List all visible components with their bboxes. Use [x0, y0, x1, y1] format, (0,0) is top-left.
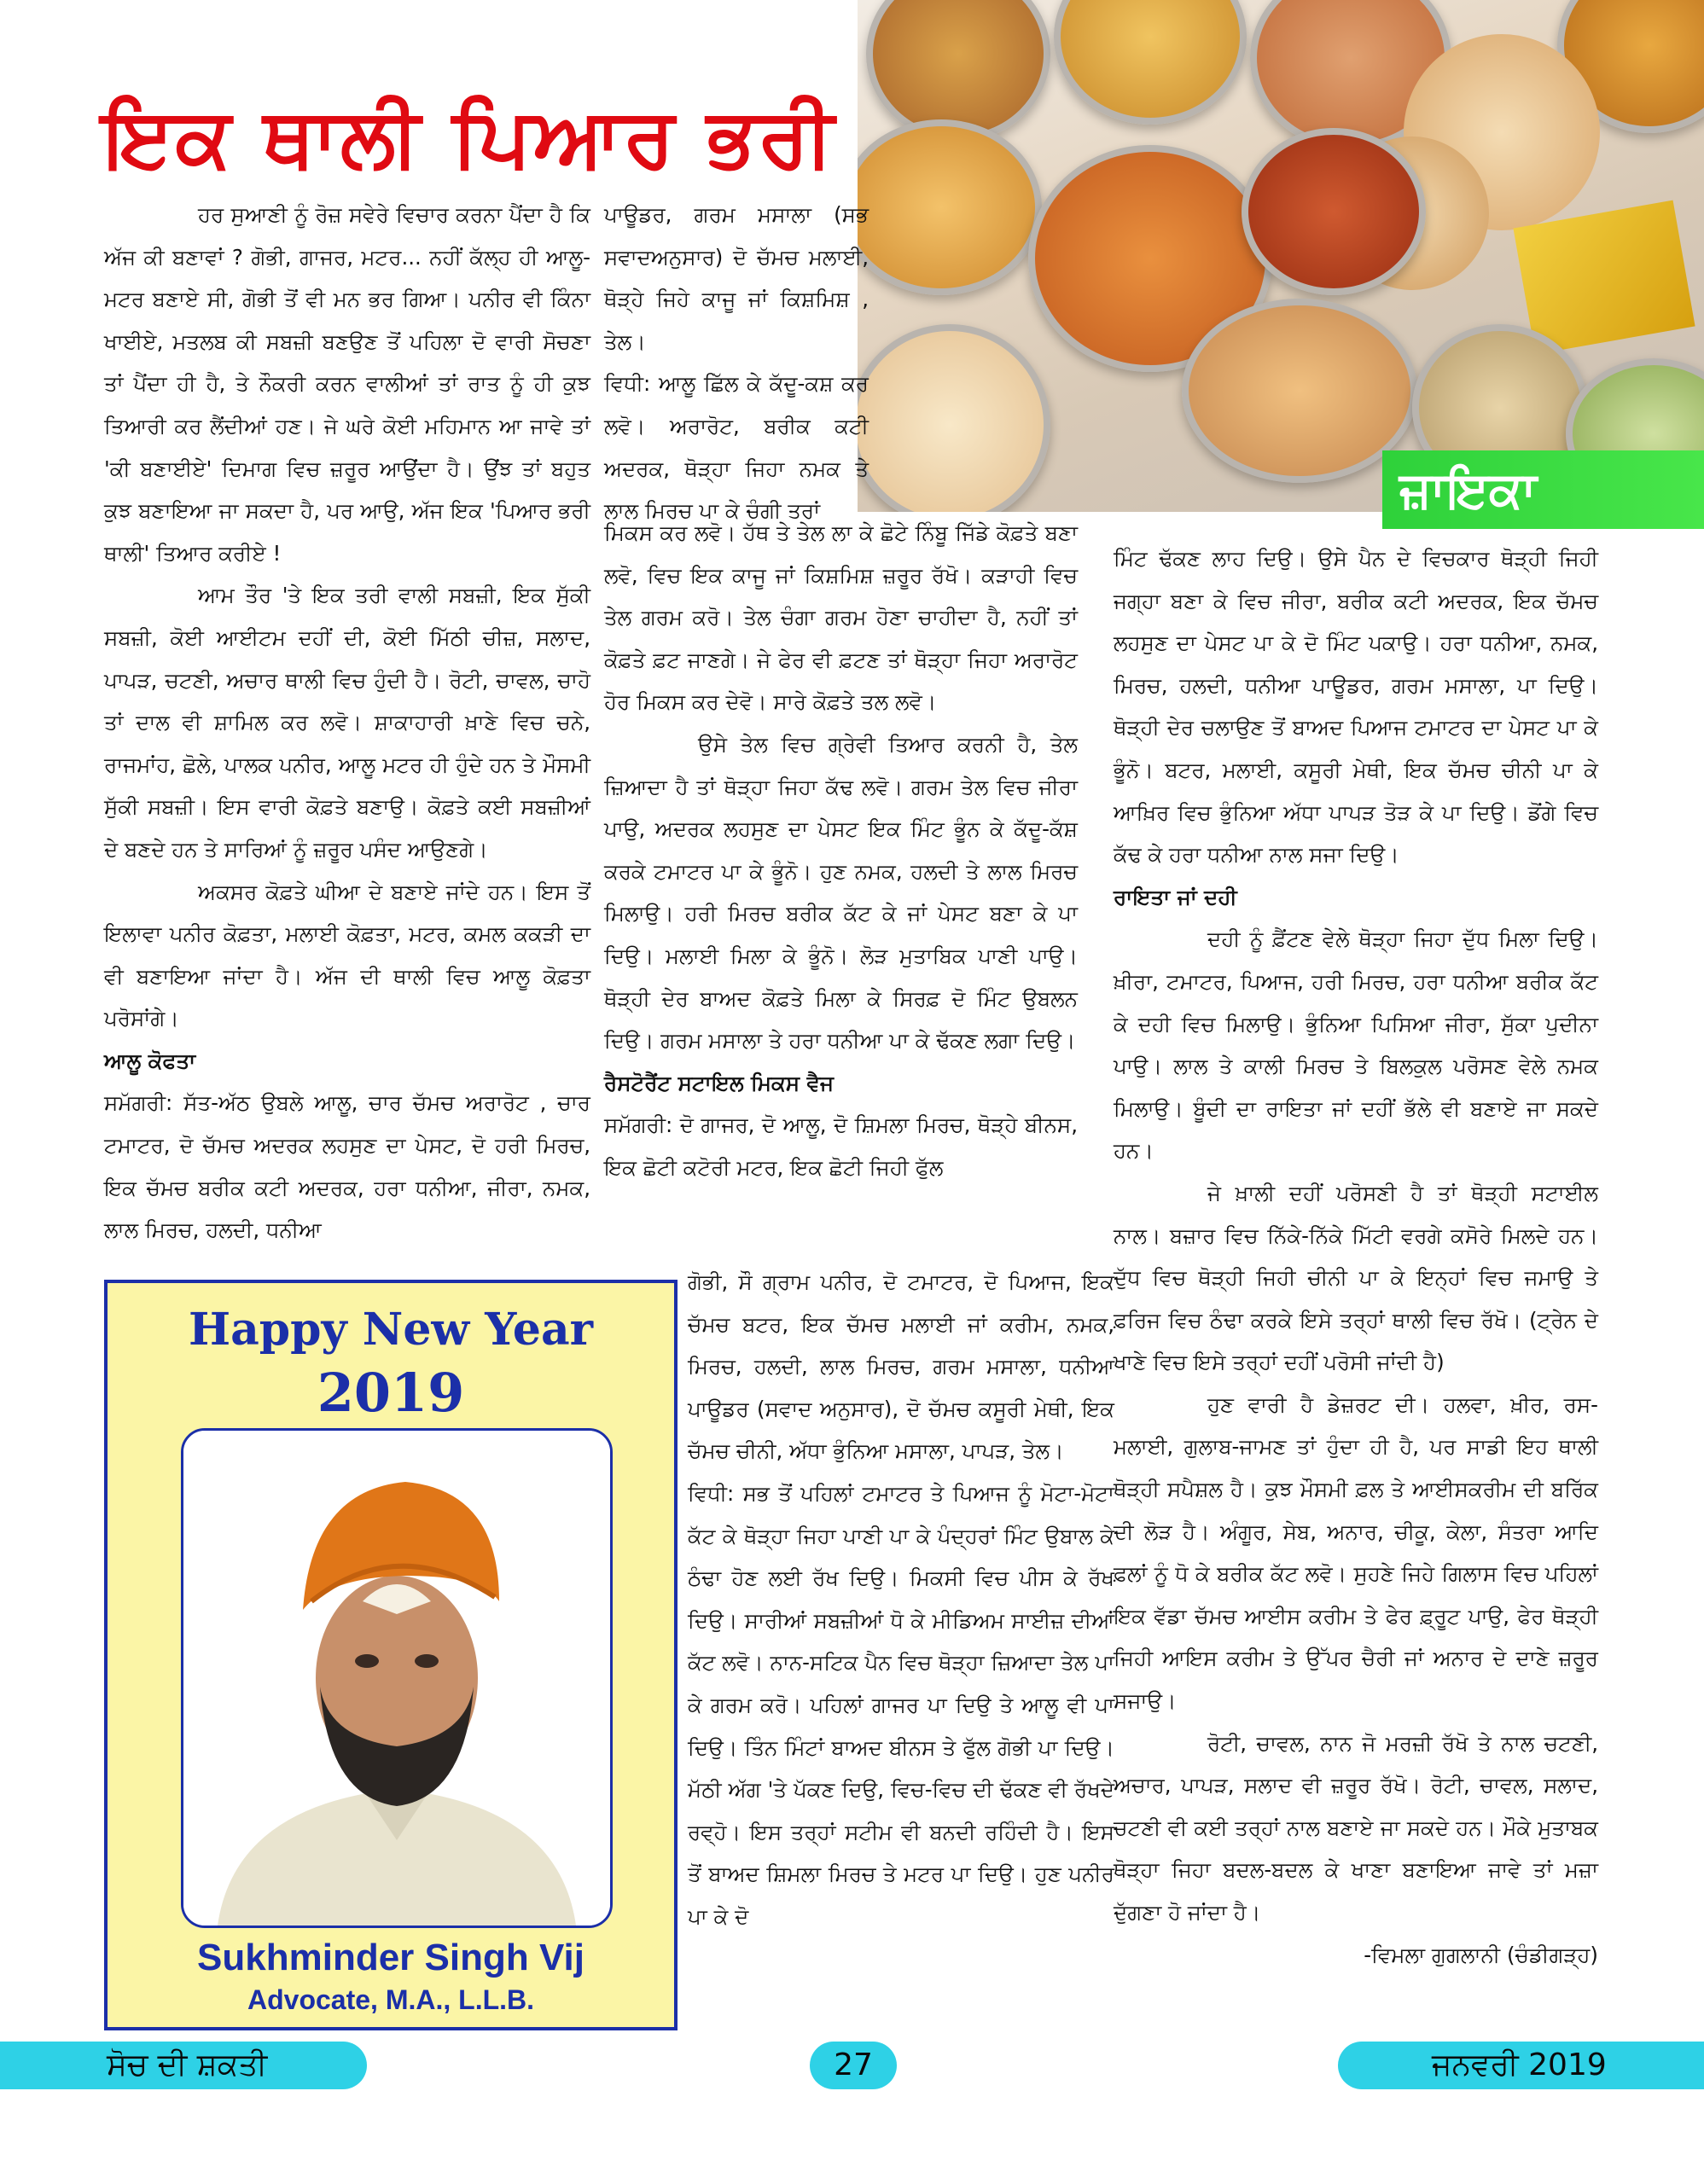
footer-page-number: 27 — [810, 2042, 897, 2089]
footer-issue-date: ਜਨਵਰੀ 2019 — [1338, 2042, 1704, 2089]
paragraph: ਜੇ ਖ਼ਾਲੀ ਦਹੀਂ ਪਰੋਸਣੀ ਹੈ ਤਾਂ ਥੋੜ੍ਹੀ ਸਟਾਈਲ ਨਾਲ। ਬਜ਼ਾਰ ਵਿਚ ਨਿੱਕੇ-ਨਿੱਕੇ ਮਿੱਟੀ ਵਰਗੇ ਕਸੋਰੇ ਮਿਲਦੇ ਹਨ। ਦੁੱਧ ਵਿਚ ਥੋੜ੍ਹੀ ਜਿਹੀ ਚੀਨੀ ਪਾ ਕੇ ਇਨ੍ਹਾਂ ਵਿਚ ਜਮਾਉ ਤੇ ਫ਼ਰਿਜ ਵਿਚ ਠੰਢਾ ਕਰਕੇ ਇਸੇ ਤਰ੍ਹਾਂ ਥਾਲੀ ਵਿਚ ਰੱਖੋ। (ਟ੍ਰੇਨ ਦੇ ਖਾਣੇ ਵਿਚ ਇਸੇ ਤਰ੍ਹਾਂ ਦਹੀਂ ਪਰੋਸੀ ਜਾਂਦੀ ਹੈ) — [1114, 1180, 1598, 1375]
advert-greeting: Happy New Year — [188, 1304, 594, 1356]
paragraph: ਉਸੇ ਤੇਲ ਵਿਚ ਗ੍ਰੇਵੀ ਤਿਆਰ ਕਰਨੀ ਹੈ, ਤੇਲ ਜ਼ਿਆਦਾ ਹੈ ਤਾਂ ਥੋੜ੍ਹਾ ਜਿਹਾ ਕੱਢ ਲਵੋ। ਗਰਮ ਤੇਲ ਵਿਚ ਜੀਰਾ ਪਾਉ, ਅਦਰਕ ਲਹਸੁਣ ਦਾ ਪੇਸਟ ਇਕ ਮਿੰਟ ਭੂੰਨ ਕੇ ਕੱਦੂ-ਕੱਸ਼ ਕਰਕੇ ਟਮਾਟਰ ਪਾ ਕੇ ਭੂੰਨੋ। ਹੁਣ ਨਮਕ, ਹਲਦੀ ਤੇ ਲਾਲ ਮਿਰਚ ਮਿਲਾਉ। ਹਰੀ ਮਿਰਚ ਬਰੀਕ ਕੱਟ ਕੇ ਜਾਂ ਪੇਸਟ ਬਣਾ ਕੇ ਪਾ ਦਿਉ। ਮਲਾਈ ਮਿਲਾ ਕੇ ਭੂੰਨੋ। ਲੋੜ ਮੁਤਾਬਿਕ ਪਾਣੀ ਪਾਉ। ਥੋੜ੍ਹੀ ਦੇਰ ਬਾਅਦ ਕੋਫ਼ਤੇ ਮਿਲਾ ਕੇ ਸਿਰਫ਼ ਦੋ ਮਿੰਟ ਉਬਲਨ ਦਿਉ। ਗਰਮ ਮਸਾਲਾ ਤੇ ਹਰਾ ਧਨੀਆ ਪਾ ਕੇ ਢੱਕਣ ਲਗਾ ਦਿਉ। — [604, 731, 1078, 1054]
paragraph: ਦਹੀ ਨੂੰ ਫ਼ੈਂਟਣ ਵੇਲੇ ਥੋੜ੍ਹਾ ਜਿਹਾ ਦੁੱਧ ਮਿਲਾ ਦਿਉ। ਖ਼ੀਰਾ, ਟਮਾਟਰ, ਪਿਆਜ, ਹਰੀ ਮਿਰਚ, ਹਰਾ ਧਨੀਆ ਬਰੀਕ ਕੱਟ ਕੇ ਦਹੀ ਵਿਚ ਮਿਲਾਉ। ਭੁੰਨਿਆ ਪਿਸਿਆ ਜੀਰਾ, ਸੁੱਕਾ ਪੁਦੀਨਾ ਪਾਉ। ਲਾਲ ਤੇ ਕਾਲੀ ਮਿਰਚ ਤੇ ਬਿਲਕੁਲ ਪਰੋਸਣ ਵੇਲੇ ਨਮਕ ਮਿਲਾਉ। ਬੂੰਦੀ ਦਾ ਰਾਇਤਾ ਜਾਂ ਦਹੀਂ ਭੱਲੇ ਵੀ ਬਣਾਏ ਜਾ ਸਕਦੇ ਹਨ। — [1114, 926, 1598, 1164]
article-column-2 — [604, 512, 1078, 1189]
advert-portrait-photo — [181, 1428, 613, 1928]
paragraph: ਹਰ ਸੁਆਣੀ ਨੂੰ ਰੋਜ਼ ਸਵੇਰੇ ਵਿਚਾਰ ਕਰਨਾ ਪੈਂਦਾ ਹੈ ਕਿ ਅੱਜ ਕੀ ਬਣਾਵਾਂ ? ਗੋਭੀ, ਗਾਜਰ, ਮਟਰ... ਨਹੀਂ ਕੱਲ੍ਹ ਹੀ ਆਲੂ-ਮਟਰ ਬਣਾਏ ਸੀ, ਗੋਭੀ ਤੋਂ ਵੀ ਮਨ ਭਰ ਗਿਆ। ਪਨੀਰ ਵੀ ਕਿੰਨਾ ਖਾਈਏ, ਮਤਲਬ ਕੀ ਸਬਜ਼ੀ ਬਣਉਣ ਤੋਂ ਪਹਿਲਾ ਦੋ ਵਾਰੀ ਸੋਚਣਾ ਤਾਂ ਪੈਂਦਾ ਹੀ ਹੈ, ਤੇ ਨੌਕਰੀ ਕਰਨ ਵਾਲੀਆਂ ਤਾਂ ਰਾਤ ਨੂੰ ਹੀ ਕੁਝ ਤਿਆਰੀ ਕਰ ਲੈਂਦੀਆਂ ਹਣ। ਜੇ ਘਰੇ ਕੋਈ ਮਹਿਮਾਨ ਆ ਜਾਵੇ ਤਾਂ 'ਕੀ ਬਣਾਈਏ' ਦਿਮਾਗ ਵਿਚ ਜ਼ਰੂਰ ਆਉਂਦਾ ਹੈ। ਉਂਝ ਤਾਂ ਬਹੁਤ ਕੁਝ ਬਣਾਇਆ ਜਾ ਸਕਦਾ ਹੈ, ਪਰ ਆਉ, ਅੱਜ ਇਕ 'ਪਿਆਰ ਭਰੀ ਥਾਲੀ' ਤਿਆਰ ਕਰੀਏ ! — [104, 202, 590, 566]
section-tag: ਜ਼ਾਇਕਾ — [1382, 450, 1704, 529]
footer-magazine-name: ਸੋਚ ਦੀ ਸ਼ਕਤੀ — [0, 2042, 367, 2089]
paragraph: ਰੋਟੀ, ਚਾਵਲ, ਨਾਨ ਜੋ ਮਰਜ਼ੀ ਰੱਖੋ ਤੇ ਨਾਲ ਚਟਣੀ, ਅਚਾਰ, ਪਾਪੜ, ਸਲਾਦ ਵੀ ਜ਼ਰੂਰ ਰੱਖੋ। ਰੋਟੀ, ਚਾਵਲ, ਸਲਾਦ, ਚਟਣੀ ਵੀ ਕਈ ਤਰ੍ਹਾਂ ਨਾਲ ਬਣਾਏ ਜਾ ਸਕਦੇ ਹਨ। ਮੌਕੇ ਮੁਤਾਬਕ ਥੋੜ੍ਹਾ ਜਿਹਾ ਬਦਲ-ਬਦਲ ਕੇ ਖਾਣਾ ਬਣਾਇਆ ਜਾਵੇ ਤਾਂ ਮਜ਼ਾ ਦੁੱਗਣਾ ਹੋ ਜਾਂਦਾ ਹੈ। — [1114, 1730, 1598, 1925]
paragraph: ਪਾਊਡਰ, ਗਰਮ ਮਸਾਲਾ (ਸਭ ਸਵਾਦਅਨੁਸਾਰ) ਦੋ ਚੱਮਚ ਮਲਾਈ, ਥੋੜ੍ਹੇ ਜਿਹੇ ਕਾਜੂ ਜਾਂ ਕਿਸ਼ਮਿਸ਼ , ਤੇਲ। — [604, 202, 869, 354]
paragraph: ਮਿੰਟ ਢੱਕਣ ਲਾਹ ਦਿਉ। ਉਸੇ ਪੈਨ ਦੇ ਵਿਚਕਾਰ ਥੋੜ੍ਹੀ ਜਿਹੀ ਜਗ੍ਹਾ ਬਣਾ ਕੇ ਵਿਚ ਜੀਰਾ, ਬਰੀਕ ਕਟੀ ਅਦਰਕ, ਇਕ ਚੱਮਚ ਲਹਸੁਣ ਦਾ ਪੇਸਟ ਪਾ ਕੇ ਦੋ ਮਿੰਟ ਪਕਾਉ। ਹਰਾ ਧਨੀਆ, ਨਮਕ, ਮਿਰਚ, ਹਲਦੀ, ਧਨੀਆ ਪਾਊਡਰ, ਗਰਮ ਮਸਾਲਾ, ਪਾ ਦਿਉ। ਥੋੜ੍ਹੀ ਦੇਰ ਚਲਾਉਣ ਤੋਂ ਬਾਅਦ ਪਿਆਜ ਟਮਾਟਰ ਦਾ ਪੇਸਟ ਪਾ ਕੇ ਭੂੰਨੋ। ਬਟਰ, ਮਲਾਈ, ਕਸੂਰੀ ਮੇਥੀ, ਇਕ ਚੱਮਚ ਚੀਨੀ ਪਾ ਕੇ ਆਖ਼ਿਰ ਵਿਚ ਭੁੰਨਿਆ ਅੱਧਾ ਪਾਪੜ ਤੋੜ ਕੇ ਪਾ ਦਿਉ। ਡੋਂਗੇ ਵਿਚ ਕੱਢ ਕੇ ਹਰਾ ਧਨੀਆ ਨਾਲ ਸਜਾ ਦਿਉ। — [1114, 546, 1598, 868]
subheading: ਰੈਸਟੋਰੈਂਟ ਸਟਾਇਲ ਮਿਕਸ ਵੈਜ — [604, 1070, 834, 1095]
article-column-3 — [688, 1261, 1114, 1938]
article-column-1 — [104, 194, 590, 1252]
paragraph: ਮਿਕਸ ਕਰ ਲਵੋ। ਹੱਥ ਤੇ ਤੇਲ ਲਾ ਕੇ ਛੋਟੇ ਨਿੰਬੂ ਜਿੱਡੇ ਕੋਫ਼ਤੇ ਬਣਾ ਲਵੋ, ਵਿਚ ਇਕ ਕਾਜੂ ਜਾਂ ਕਿਸ਼ਮਿਸ਼ ਜ਼ਰੂਰ ਰੱਖੋ। ਕੜਾਹੀ ਵਿਚ ਤੇਲ ਗਰਮ ਕਰੋ। ਤੇਲ ਚੰਗਾ ਗਰਮ ਹੋਣਾ ਚਾਹੀਦਾ ਹੈ, ਨਹੀਂ ਤਾਂ ਕੋਫ਼ਤੇ ਫ਼ਟ ਜਾਣਗੇ। ਜੇ ਫੇਰ ਵੀ ਫ਼ਟਣ ਤਾਂ ਥੋੜ੍ਹਾ ਜਿਹਾ ਅਰਾਰੋਟ ਹੋਰ ਮਿਕਸ ਕਰ ਦੇਵੋ। ਸਾਰੇ ਕੋਫ਼ਤੇ ਤਲ ਲਵੋ। — [604, 520, 1078, 715]
paragraph: ਅਕਸਰ ਕੋਫ਼ਤੇ ਘੀਆ ਦੇ ਬਣਾਏ ਜਾਂਦੇ ਹਨ। ਇਸ ਤੋਂ ਇਲਾਵਾ ਪਨੀਰ ਕੋਫ਼ਤਾ, ਮਲਾਈ ਕੋਫ਼ਤਾ, ਮਟਰ, ਕਮਲ ਕਕੜੀ ਦਾ ਵੀ ਬਣਾਇਆ ਜਾਂਦਾ ਹੈ। ਅੱਜ ਦੀ ਥਾਲੀ ਵਿਚ ਆਲੂ ਕੋਫ਼ਤਾ ਪਰੋਸਾਂਗੇ। — [104, 879, 590, 1031]
paragraph: ਵਿਧੀ: ਆਲੂ ਛਿੱਲ ਕੇ ਕੱਦੂ-ਕਸ਼ ਕਰ ਲਵੋ। ਅਰਾਰੋਟ, ਬਰੀਕ ਕਟੀ ਅਦਰਕ, ਥੋੜ੍ਹਾ ਜਿਹਾ ਨਮਕ ਤੇ ਲਾਲ ਮਿਰਚ ਪਾ ਕੇ ਚੰਗੀ ਤਰਾਂ — [604, 371, 869, 524]
paragraph: ਵਿਧੀ: ਸਭ ਤੋਂ ਪਹਿਲਾਂ ਟਮਾਟਰ ਤੇ ਪਿਆਜ ਨੂੰ ਮੋਟਾ-ਮੋਟਾ ਕੱਟ ਕੇ ਥੋੜ੍ਹਾ ਜਿਹਾ ਪਾਣੀ ਪਾ ਕੇ ਪੰਦ੍ਹਰਾਂ ਮਿੰਟ ਉਬਾਲ ਕੇ ਠੰਢਾ ਹੋਣ ਲਈ ਰੱਖ ਦਿਉ। ਮਿਕਸੀ ਵਿਚ ਪੀਸ ਕੇ ਰੱਖ ਦਿਉ। ਸਾਰੀਆਂ ਸਬਜ਼ੀਆਂ ਧੋ ਕੇ ਮੀਡਿਅਮ ਸਾਈਜ਼ ਦੀਆਂ ਕੱਟ ਲਵੋ। ਨਾਨ-ਸਟਿਕ ਪੈਨ ਵਿਚ ਥੋੜ੍ਹਾ ਜ਼ਿਆਦਾ ਤੇਲ ਪਾ ਕੇ ਗਰਮ ਕਰੋ। ਪਹਿਲਾਂ ਗਾਜਰ ਪਾ ਦਿਉ ਤੇ ਆਲੂ ਵੀ ਪਾ ਦਿਉ। ਤਿੰਨ ਮਿੰਟਾਂ ਬਾਅਦ ਬੀਨਸ ਤੇ ਫੁੱਲ ਗੋਭੀ ਪਾ ਦਿਉ। ਮੱਠੀ ਅੱਗ 'ਤੇ ਪੱਕਣ ਦਿਉ, ਵਿਚ-ਵਿਚ ਦੀ ਢੱਕਣ ਵੀ ਰੱਖਦੇ ਰਵ੍ਹੋ। ਇਸ ਤਰ੍ਹਾਂ ਸਟੀਮ ਵੀ ਬਨਦੀ ਰਹਿੰਦੀ ਹੈ। ਇਸ ਤੋਂ ਬਾਅਦ ਸ਼ਿਮਲਾ ਮਿਰਚ ਤੇ ਮਟਰ ਪਾ ਦਿਉ। ਹੁਣ ਪਨੀਰ ਪਾ ਕੇ ਦੋ — [688, 1480, 1114, 1929]
article-title: ਇਕ ਥਾਲੀ ਪਿਆਰ ਭਰੀ — [102, 90, 836, 185]
subheading: ਰਾਇਤਾ ਜਾਂ ਦਹੀ — [1114, 884, 1237, 909]
food-thali-photo — [858, 0, 1704, 512]
paragraph: ਆਮ ਤੌਰ 'ਤੇ ਇਕ ਤਰੀ ਵਾਲੀ ਸਬਜ਼ੀ, ਇਕ ਸੁੱਕੀ ਸਬਜ਼ੀ, ਕੋਈ ਆਈਟਮ ਦਹੀਂ ਦੀ, ਕੋਈ ਮਿੱਠੀ ਚੀਜ਼, ਸਲਾਦ, ਪਾਪੜ, ਚਟਣੀ, ਅਚਾਰ ਥਾਲੀ ਵਿਚ ਹੁੰਦੀ ਹੈ। ਰੋਟੀ, ਚਾਵਲ, ਚਾਹੋ ਤਾਂ ਦਾਲ ਵੀ ਸ਼ਾਮਿਲ ਕਰ ਲਵੋ। ਸ਼ਾਕਾਹਾਰੀ ਖ਼ਾਣੇ ਵਿਚ ਚਨੇ, ਰਾਜਮਾਂਹ, ਛੋਲੇ, ਪਾਲਕ ਪਨੀਰ, ਆਲੂ ਮਟਰ ਹੀ ਹੁੰਦੇ ਹਨ ਤੇ ਮੌਸਮੀ ਸੁੱਕੀ ਸਬਜ਼ੀ। ਇਸ ਵਾਰੀ ਕੋਫ਼ਤੇ ਬਣਾਉ। ਕੋਫ਼ਤੇ ਕਈ ਸਬਜ਼ੀਆਂ ਦੇ ਬਣਦੇ ਹਨ ਤੇ ਸਾਰਿਆਂ ਨੂੰ ਜ਼ਰੂਰ ਪਸੰਦ ਆਉਣਗੇ। — [104, 583, 590, 862]
advert-credentials: Advocate, M.A., L.L.B. — [247, 1984, 535, 2015]
author-byline: -ਵਿਮਲਾ ਗੁਗਲਾਨੀ (ਚੰਡੀਗੜ੍ਹ) — [1364, 1942, 1598, 1967]
portrait-illustration — [183, 1431, 610, 1926]
paragraph: ਗੋਭੀ, ਸੌ ਗ੍ਰਾਮ ਪਨੀਰ, ਦੋ ਟਮਾਟਰ, ਦੋ ਪਿਆਜ, ਇਕ ਚੱਮਚ ਬਟਰ, ਇਕ ਚੱਮਚ ਮਲਾਈ ਜਾਂ ਕਰੀਮ, ਨਮਕ, ਮਿਰਚ, ਹਲਦੀ, ਲਾਲ ਮਿਰਚ, ਗਰਮ ਮਸਾਲਾ, ਧਨੀਆ ਪਾਊਡਰ (ਸਵਾਦ ਅਨੁਸਾਰ), ਦੋ ਚੱਮਚ ਕਸੂਰੀ ਮੇਥੀ, ਇਕ ਚੱਮਚ ਚੀਨੀ, ਅੱਧਾ ਭੁੰਨਿਆ ਮਸਾਲਾ, ਪਾਪੜ, ਤੇਲ। — [688, 1269, 1114, 1464]
article-column-4 — [1114, 537, 1598, 1976]
subheading: ਆਲੂ ਕੋਫਤਾ — [104, 1048, 196, 1073]
new-year-advert — [104, 1280, 678, 2030]
advert-name: Sukhminder Singh Vij — [197, 1937, 584, 1978]
paragraph: ਹੁਣ ਵਾਰੀ ਹੈ ਡੇਜ਼ਰਟ ਦੀ। ਹਲਵਾ, ਖ਼ੀਰ, ਰਸ-ਮਲਾਈ, ਗੁਲਾਬ-ਜਾਮਣ ਤਾਂ ਹੁੰਦਾ ਹੀ ਹੈ, ਪਰ ਸਾਡੀ ਇਹ ਥਾਲੀ ਥੋੜ੍ਹੀ ਸਪੈਸ਼ਲ ਹੈ। ਕੁਝ ਮੌਸਮੀ ਫ਼ਲ ਤੇ ਆਈਸਕਰੀਮ ਦੀ ਬਰਿੱਕ ਦੀ ਲੋੜ ਹੈ। ਅੰਗੂਰ, ਸੇਬ, ਅਨਾਰ, ਚੀਕੂ, ਕੇਲਾ, ਸੰਤਰਾ ਆਦਿ ਫ਼ਲਾਂ ਨੂੰ ਧੋ ਕੇ ਬਰੀਕ ਕੱਟ ਲਵੋ। ਸੁਹਣੇ ਜਿਹੇ ਗਿਲਾਸ ਵਿਚ ਪਹਿਲਾਂ ਇਕ ਵੱਡਾ ਚੱਮਚ ਆਈਸ ਕਰੀਮ ਤੇ ਫੇਰ ਫ਼੍ਰੂਟ ਪਾਉ, ਫੇਰ ਥੋੜ੍ਹੀ ਜਿਹੀ ਆਇਸ ਕਰੀਮ ਤੇ ਉੱਪਰ ਚੈਰੀ ਜਾਂ ਅਨਾਰ ਦੇ ਦਾਣੇ ਜ਼ਰੂਰ ਸਜਾਉ। — [1114, 1391, 1598, 1714]
paragraph: ਸਮੱਗਰੀ: ਸੱਤ-ਅੱਠ ਉਬਲੇ ਆਲੂ, ਚਾਰ ਚੱਮਚ ਅਰਾਰੋਟ , ਚਾਰ ਟਮਾਟਰ, ਦੋ ਚੱਮਚ ਅਦਰਕ ਲਹਸੁਣ ਦਾ ਪੇਸਟ, ਦੋ ਹਰੀ ਮਿਰਚ, ਇਕ ਚੱਮਚ ਬਰੀਕ ਕਟੀ ਅਦਰਕ, ਹਰਾ ਧਨੀਆ, ਜੀਰਾ, ਨਮਕ, ਲਾਲ ਮਿਰਚ, ਹਲਦੀ, ਧਨੀਆ — [104, 1090, 590, 1243]
paragraph: ਸਮੱਗਰੀ: ਦੋ ਗਾਜਰ, ਦੋ ਆਲੂ, ਦੋ ਸ਼ਿਮਲਾ ਮਿਰਚ, ਥੋੜ੍ਹੇ ਬੀਨਸ, ਇਕ ਛੋਟੀ ਕਟੋਰੀ ਮਟਰ, ਇਕ ਛੋਟੀ ਜਿਹੀ ਫੁੱਲ — [604, 1112, 1078, 1180]
article-column-2-top — [604, 194, 869, 532]
advert-year: 2019 — [317, 1362, 465, 1424]
